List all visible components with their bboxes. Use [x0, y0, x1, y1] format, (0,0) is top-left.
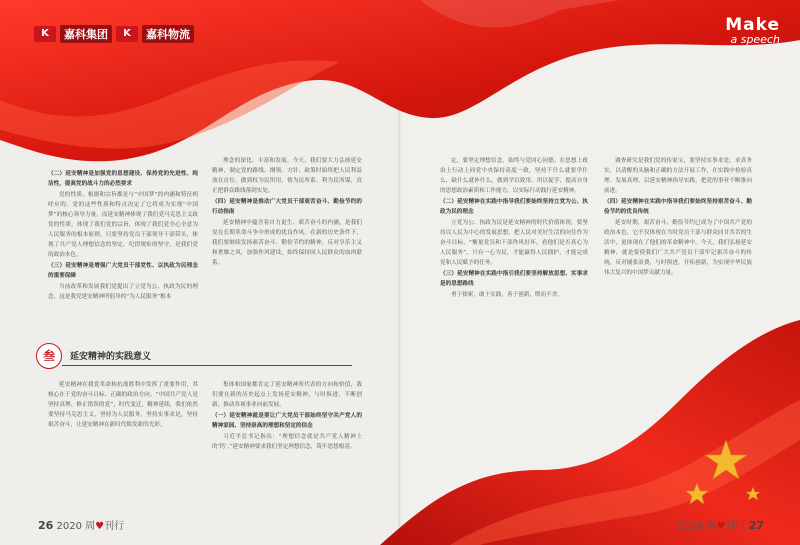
right-folio	[678, 517, 764, 532]
subheading: （二）延安精神在实践中指导我们要始终坚持立党为公、执政为民的理念	[440, 199, 588, 215]
left-column-2	[212, 156, 362, 328]
left-page-number: 26	[38, 519, 54, 532]
paragraph: 延安时期，艰苦奋斗、勤俭节约已成为了中国共产党的政治本色。它不仅体现在当时党员干部与群众同甘共苦的生活中，更体现在了他们的革命精神中。今天，我们弘扬延安精神，就是要使我们广大共产党员干部牢记艰苦奋斗的传统，反对铺张浪费，与时俱进，开拓创新，为实现中华民族伟大复兴的中国梦贡献力量。	[604, 220, 752, 276]
subheading: （四）延安精神是推动广大党员干部艰苦奋斗、勤俭节约的行动指南	[212, 199, 362, 215]
paragraph: 立党为公、执政为民是延安精神的时代价值体现。要坚持以人民为中心的发展思想，把人民对美好生活的向往作为奋斗目标，“衡量党员和干部作风好坏，看他们是否真心为人民服务”。只有一心为民，才能赢得人民拥护，才能完成党和人民赋予的任务。	[440, 220, 588, 266]
brand-subtitle: 聚焦之声	[755, 46, 780, 53]
paragraph: 习近平总书记指出：“理想信念就是共产党人精神上的‘钙’。”延安精神要求我们坚定理想信念，筑牢思想根基。	[212, 434, 362, 450]
right-column-2	[604, 156, 752, 396]
right-page-number: 27	[748, 519, 764, 532]
paragraph: 延安精神在我党革命和抗战胜利中发挥了重要作用，其核心在于党的奋斗目标、正确的政治方向。“中国共产党人是坚持真理、修正错误的党”，时代变迁，精神延续，我们依然要坚持马克思主义，坚持为人民服务，坚持实事求是，坚持艰苦奋斗，让延安精神在新时代焕发新的光彩。	[48, 382, 198, 428]
section-number-badge: 叁	[36, 343, 62, 369]
left-folio	[38, 517, 124, 532]
subheading: （三）延安精神在实践中指引我们要坚持解放思想、实事求是的思想路线	[440, 271, 588, 287]
section-title: 延安精神的实践意义	[70, 352, 152, 362]
paragraph: 勇于探索，敢于实践，善于创新，锲而不舍。	[451, 292, 563, 298]
paragraph: 当前改革和发展我们党提出了立党为公、执政为民的理念，这是我党延安精神所倡导的“为人民服务”根本	[48, 284, 198, 300]
column-brand	[725, 17, 780, 54]
logo-name-group: 嘉科集团	[60, 25, 112, 43]
paragraph: 党的性质、根据和宗旨都是与“中国梦”的内涵和特征相呼应的。党的这些性质和特点决定了它将成为实现“中国梦”的核心领导力量。而延安精神体现了我们党马克思主义政党的性质，体现了我们党的宗旨，体现了我们党全心全意为人民服务的根本原则，只要坚持党员干部领导干部带头，体现了共产党人理想信念的坚定、纪律规矩的坚守，是我们党的政治本色。	[48, 192, 198, 258]
right-folio-year: 2020	[677, 521, 704, 532]
brand-make: Make	[725, 15, 780, 35]
subheading: （一）延安精神就是要让广大党员干部始终坚守共产党人的精神家园、坚持崇高的理想和坚定的信念	[212, 413, 362, 429]
subheading: （二）延安精神是加强党的思想建设、保持党的先进性、纯洁性，提高党的战斗力的必然要求	[48, 171, 198, 187]
section-heading	[36, 343, 356, 369]
paragraph: 理念的深化、丰富和发展。今天，我们要大力弘扬延安精神，制定党的路线、纲领、方针、政策时始终把人民利益放在首位，做到权为民所用、情为民所系、利为民所谋，真正把群众路线落到实处。	[212, 158, 362, 194]
paragraph: 延安精神中蕴含着自力更生、艰苦奋斗的内涵，是我们党在长期革命斗争中形成的优良作风。在新的历史条件下，我们要继续发扬艰苦奋斗、勤俭节约的精神，反对享乐主义和奢靡之风，加强作风建设，始终保持同人民群众的血肉联系。	[212, 220, 362, 266]
left-folio-year: 2020	[56, 521, 82, 532]
right-folio-title: 周	[706, 521, 717, 532]
left-column-4	[212, 380, 362, 490]
subheading: （四）延安精神在实践中指导我们要始终坚持艰苦奋斗、勤俭节约的优良传统	[604, 199, 752, 215]
heart-icon: ♥	[95, 521, 105, 532]
right-column-1	[440, 156, 588, 468]
brand-speech: a speech	[730, 33, 780, 46]
logo-name-logistics: 嘉科物流	[142, 25, 194, 43]
heart-icon: ♥	[716, 521, 726, 532]
section-rule	[62, 365, 352, 366]
left-column-3	[48, 380, 198, 480]
paragraph: 调查研究是我们党的传家宝，要坚持实事求是、求真务实，以清醒的头脑和正确的方法开展工作，在实践中检验真理、发展真理，以延安精神指导实践，把党的事业不断推向前进。	[604, 158, 752, 194]
left-folio-title-2: 刊行	[104, 521, 125, 532]
subheading: （三）延安精神是增强广大党员干部党性、以执政为民理念的重要保障	[48, 263, 198, 279]
logo-mark-2: K	[116, 26, 138, 42]
paragraph: 集体和国家都肯定了延安精神所代表的方向和价值，我们要在新的历史起点上发扬延安精神，与时俱进，不断创新，推动各项事业向前发展。	[212, 382, 362, 408]
logo-mark: K	[34, 26, 56, 42]
left-folio-title: 周	[85, 521, 96, 532]
right-folio-title-2: 刊行	[725, 521, 746, 532]
left-column-1	[48, 168, 198, 328]
paragraph: 定，要坚定理想信念，始终与党同心同德。在思想上政治上行动上同党中央保持高度一致，坚持干什么就要学什么，缺什么就补什么，做到学以致用、用以促学，提高自身的思想政治素质和工作能力，以实际行动践行延安精神。	[440, 158, 588, 194]
company-logo	[34, 25, 194, 43]
